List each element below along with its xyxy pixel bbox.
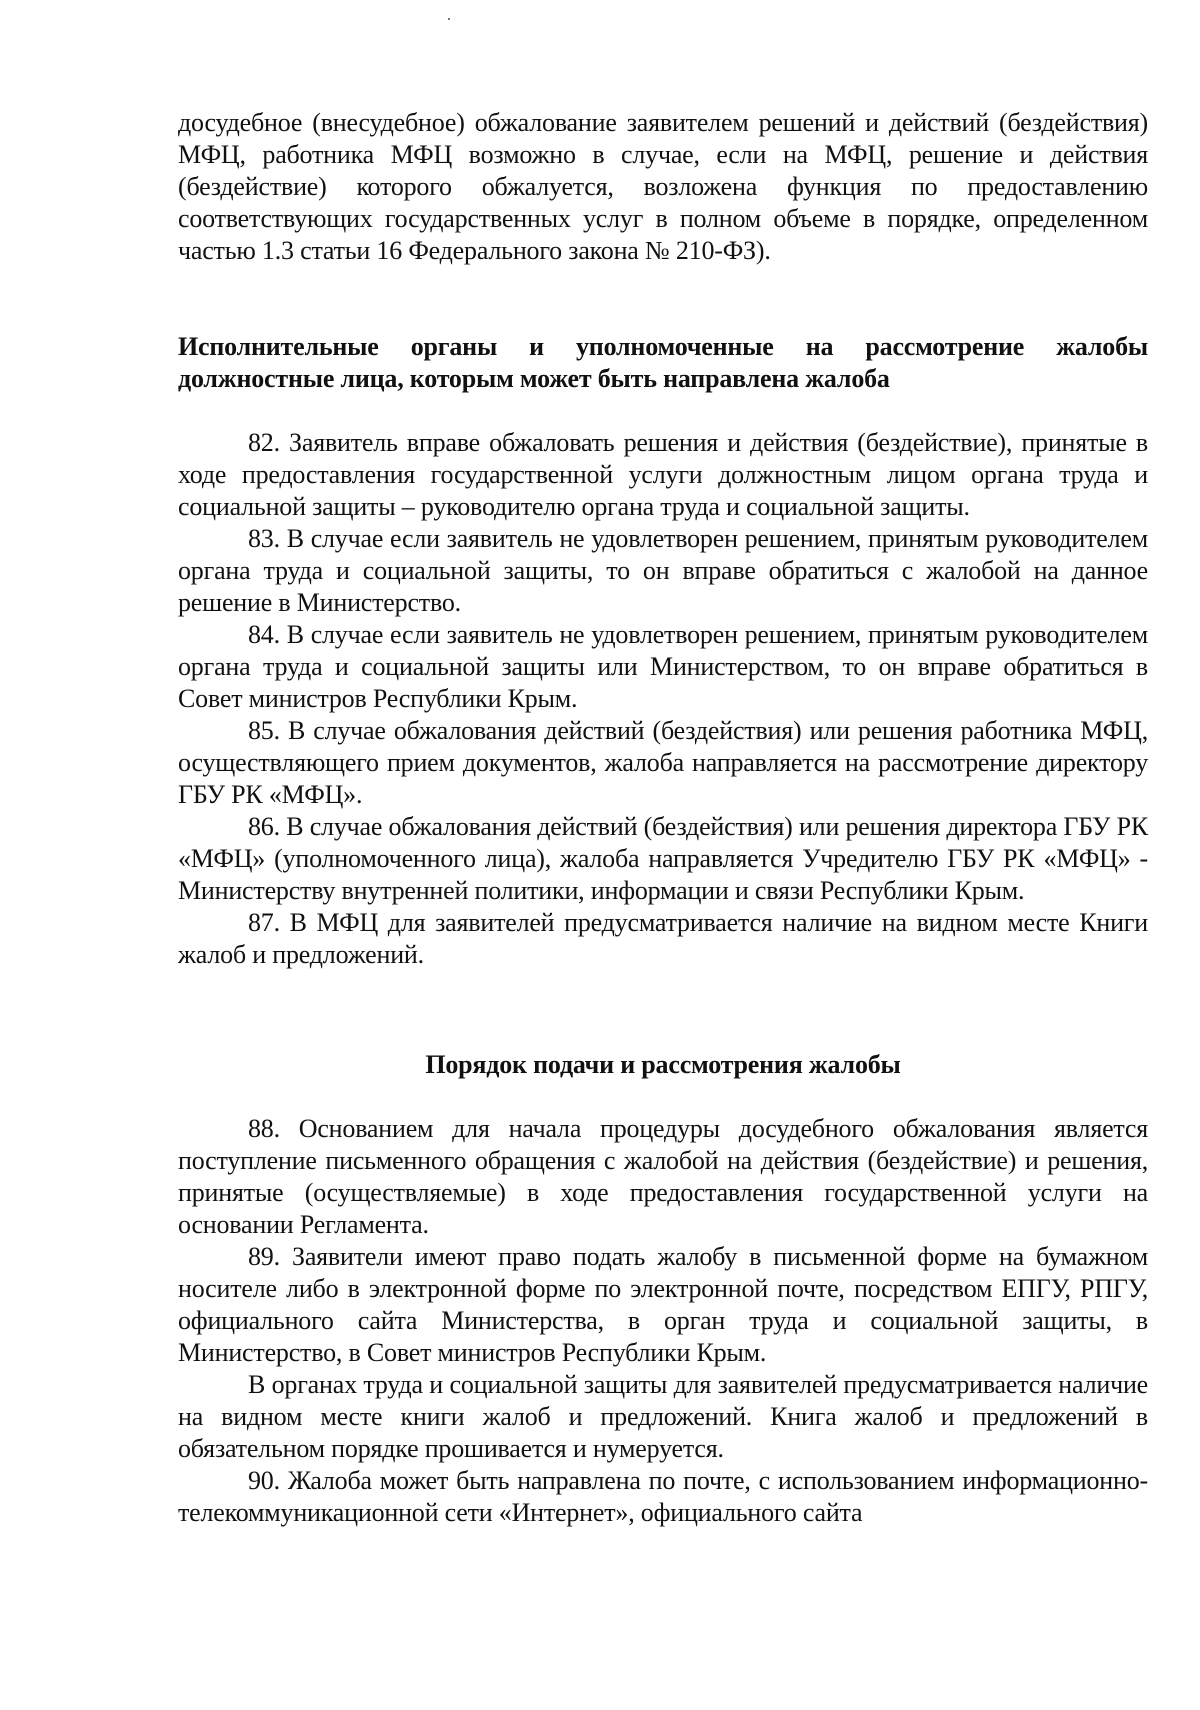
section-heading-complaint-procedure: Порядок подачи и рассмотрения жалобы bbox=[425, 1050, 901, 1079]
paragraph-82: 82. Заявитель вправе обжаловать решения и действия (бездействие), принятые в ходе предоставления государственной услуги должностным лицом органа труда и социальной защиты – руководителю органа труда и социальной защиты. bbox=[178, 428, 1148, 521]
document-body bbox=[178, 107, 1148, 1529]
paragraph-89: 89. Заявители имеют право подать жалобу в письменной форме на бумажном носителе либо в электронной форме по электронной почте, посредством ЕПГУ, РПГУ, официального сайта Министерства, в орган труда и социальной защиты, в Министерство, в Совет министров Республики Крым. bbox=[178, 1242, 1148, 1367]
paragraph-83: 83. В случае если заявитель не удовлетворен решением, принятым руководителем органа труда и социальной защиты, то он вправе обратиться с жалобой на данное решение в Министерство. bbox=[178, 524, 1148, 617]
paragraph-86: 86. В случае обжалования действий (бездействия) или решения директора ГБУ РК «МФЦ» (уполномоченного лица), жалоба направляется Учредителю ГБУ РК «МФЦ» - Министерству внутренней политики, информации и связи Республики Крым. bbox=[178, 812, 1148, 905]
paragraph-88: 88. Основанием для начала процедуры досудебного обжалования является поступление письменного обращения с жалобой на действия (бездействие) и решения, принятые (осуществляемые) в ходе предоставления государственной услуги на основании Регламента. bbox=[178, 1114, 1148, 1239]
paragraph-84: 84. В случае если заявитель не удовлетворен решением, принятым руководителем органа труда и социальной защиты или Министерством, то он вправе обратиться в Совет министров Республики Крым. bbox=[178, 620, 1148, 713]
paragraph-87: 87. В МФЦ для заявителей предусматривается наличие на видном месте Книги жалоб и предложений. bbox=[178, 908, 1148, 969]
spacer bbox=[178, 1081, 1148, 1113]
paragraph-85: 85. В случае обжалования действий (бездействия) или решения работника МФЦ, осуществляющего прием документов, жалоба направляется на рассмотрение директору ГБУ РК «МФЦ». bbox=[178, 716, 1148, 809]
spacer bbox=[178, 395, 1148, 427]
paragraph-89-continued: В органах труда и социальной защиты для заявителей предусматривается наличие на видном месте книги жалоб и предложений. Книга жалоб и предложений в обязательном порядке прошивается и нумеруется. bbox=[178, 1370, 1148, 1463]
paragraph-90: 90. Жалоба может быть направлена по почте, с использованием информационно-телекоммуникационной сети «Интернет», официального сайта bbox=[178, 1466, 1148, 1527]
spacer bbox=[178, 267, 1148, 331]
spacer bbox=[178, 971, 1148, 1049]
scan-speck bbox=[448, 18, 450, 20]
section-heading-executive-bodies: Исполнительные органы и уполномоченные на рассмотрение жалобы должностные лица, которым может быть направлена жалоба bbox=[178, 332, 1148, 393]
intro-paragraph: досудебное (внесудебное) обжалование заявителем решений и действий (бездействия) МФЦ, работника МФЦ возможно в случае, если на МФЦ, решение и действия (бездействие) которого обжалуется, возложена функция по предоставлению соответствующих государственных услуг в полном объеме в порядке, определенном частью 1.3 статьи 16 Федерального закона № 210-ФЗ). bbox=[178, 108, 1148, 265]
